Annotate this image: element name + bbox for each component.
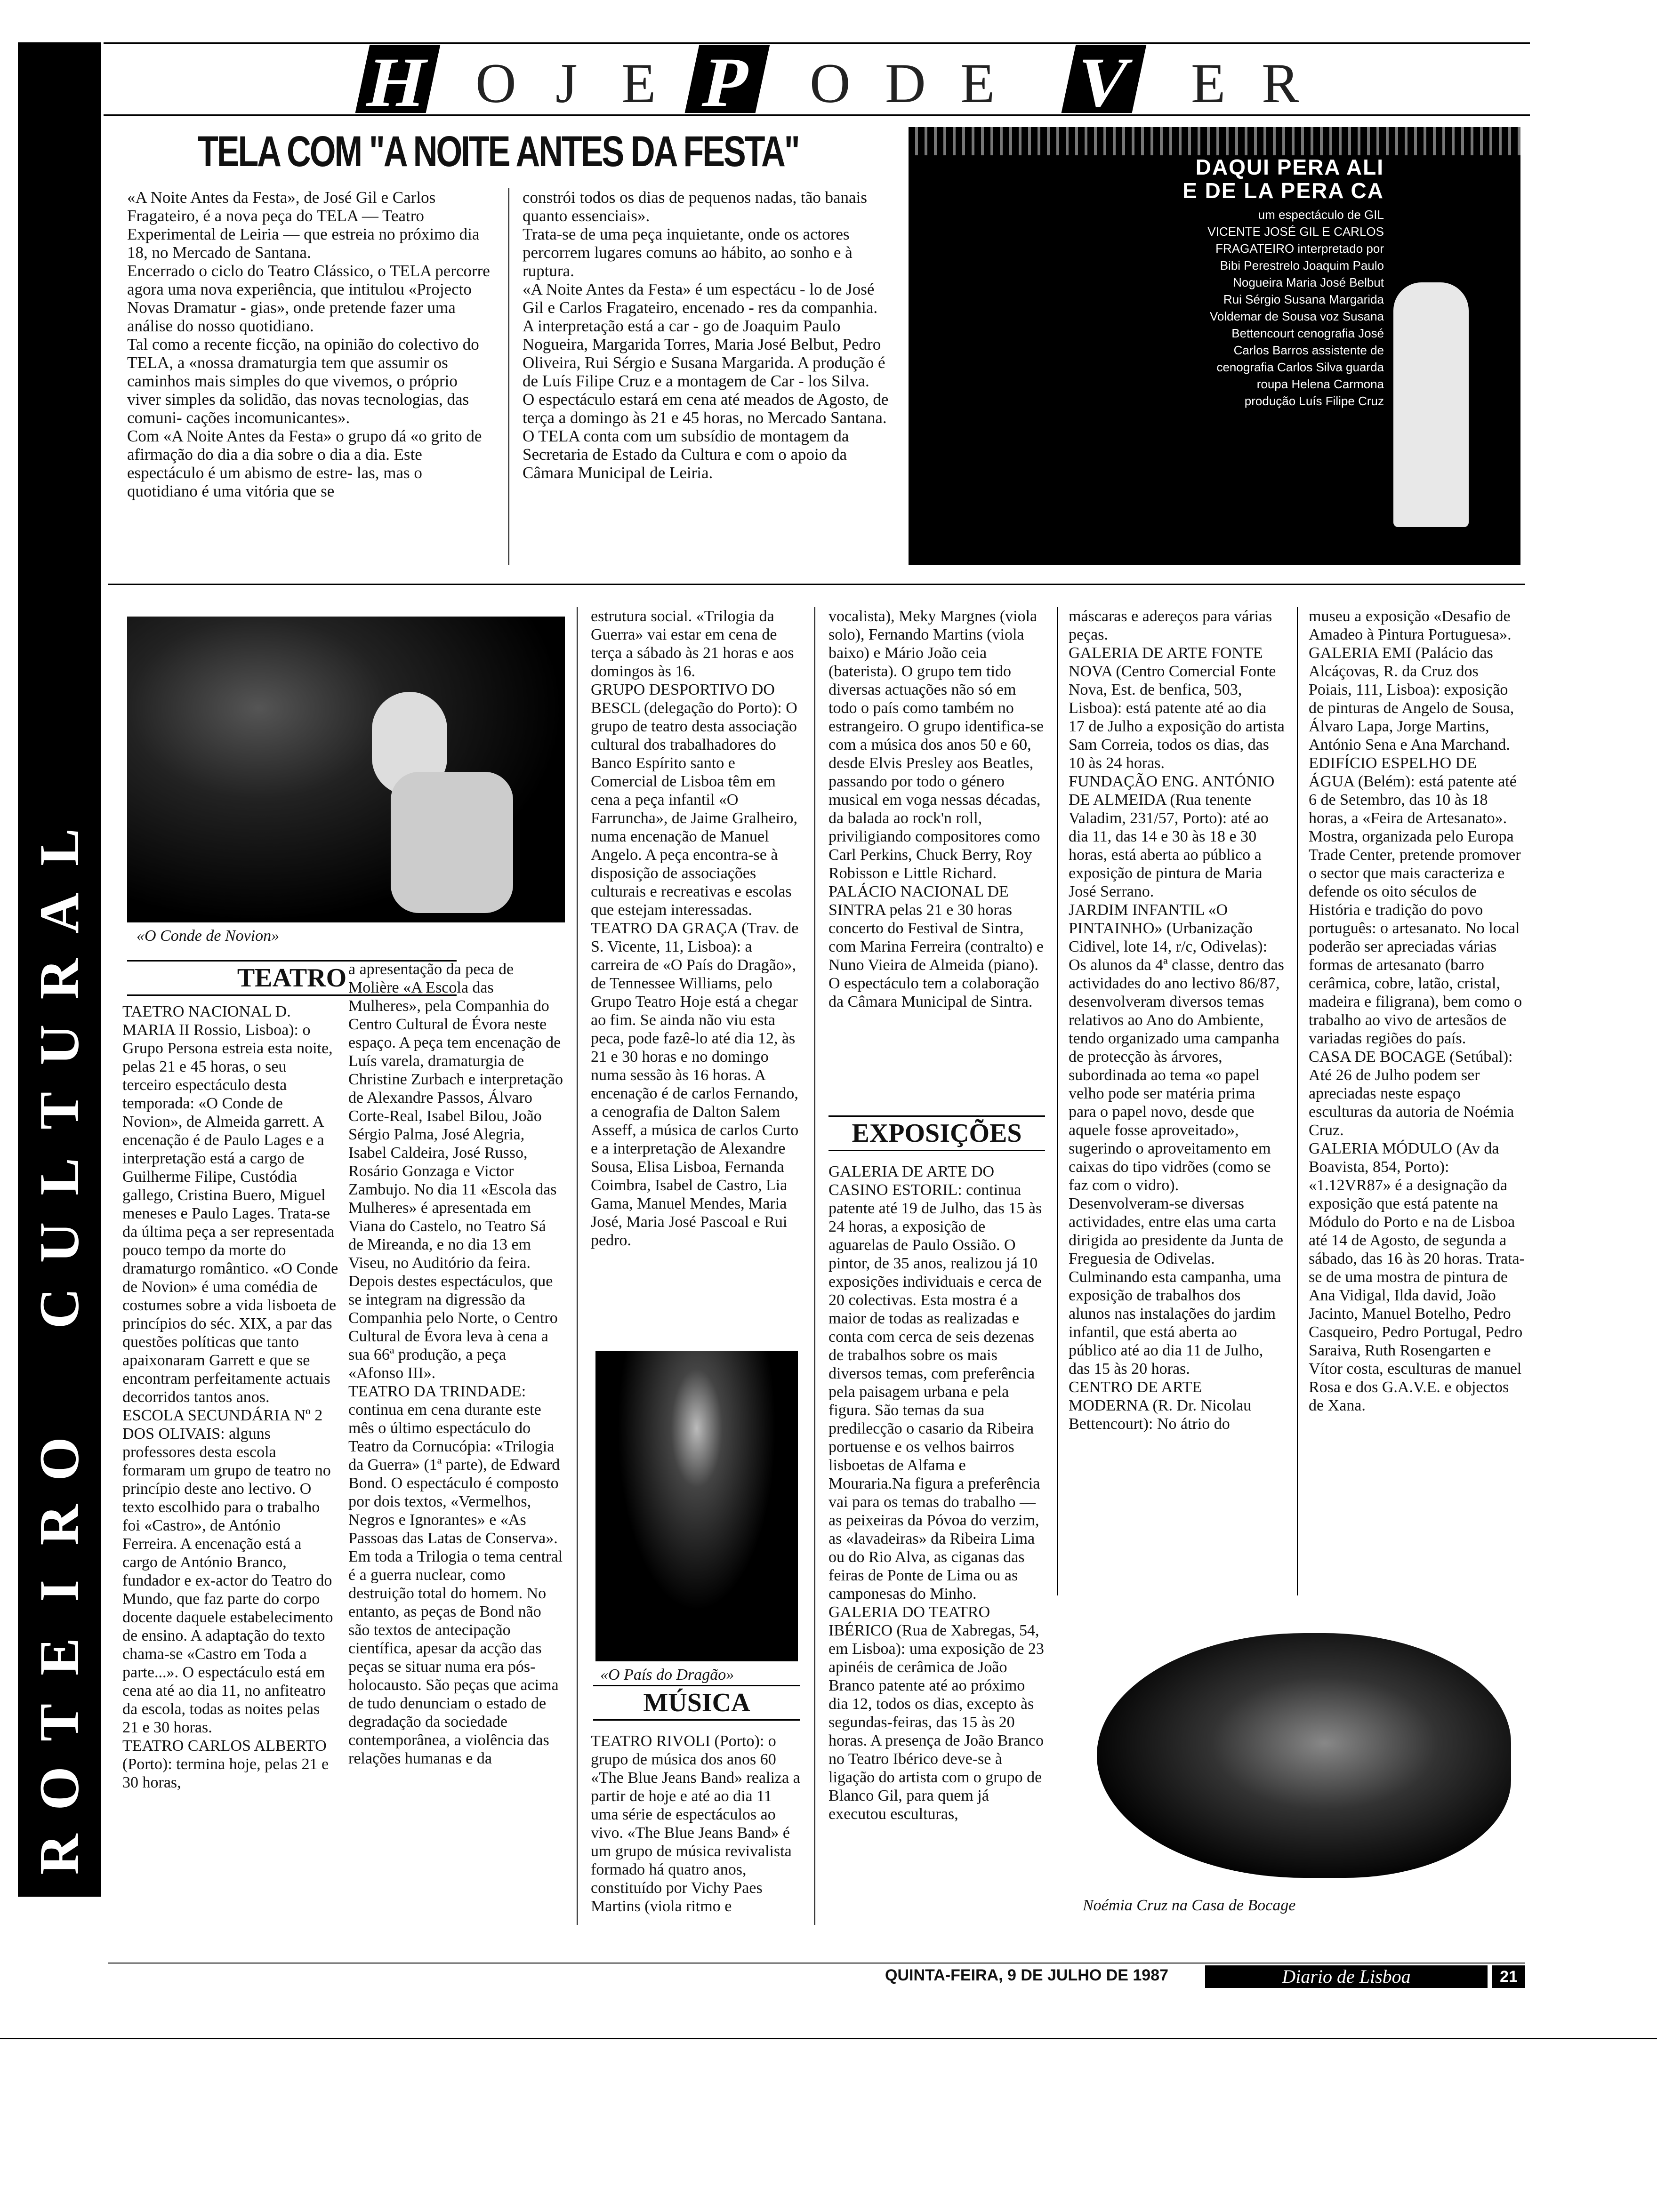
header-letter-o: O [475,52,518,114]
sidebar-letter: A [28,892,90,934]
column-rule [814,607,815,1925]
ad-credit-line: roupa Helena Carmona [1256,377,1384,391]
column-2: a apresentação da peca de Molière «A Escola das Mulheres», pela Companhia do Centro Cultural de Évora neste espaço. A peça tem encenação de Luís varela, dramaturgia de Christine Zurbach e interpretação de Alexandre Passos, Álvaro Corte-Real, Isabel Bilou, João Sérgio Palma, José Alegria, Isabel Caldeira, José Russo, Rosário Gonzaga e Victor Zambujo. No dia 11 «Escola das Mulheres» é apresentada em Viana do Castelo, no Teatro Sá de Mireanda, e no dia 13 em Viseu, no Auditório da feira. Depois destes espectáculos, que se integram na digressão da Companhia pelo Norte, o Centro Cultural de Évora leva à cena a sua 66ª produção, a peça «Afonso III». TEATRO DA TRINDADE: continua em cena durante este mês o último espectáculo do Teatro da Cornucópia: «Trilogia da Guerra» (1ª parte), de Edward Bond. O espectáculo é composto por dois textos, «Vermelhos, Negros e Ignorantes» e «As Passoas das Latas de Conserva». Em toda a Trilogia o tema central é a guerra nuclear, como destruição total do homem. No entanto, as peças de Bond não são textos de antecipação científica, apesar da acção das peças se situar numa era pós-holocausto. São peças que acima de tudo denunciam o estado de degradação da sociedade contemporânea, a violência das relações humanas e da [348,961,563,1767]
sidebar-letter: L [28,828,90,866]
sidebar-letter: T [28,1091,90,1130]
sidebar-letter: I [28,1579,90,1602]
ad-credit-line: VICENTE JOSÉ GIL E CARLOS [1207,224,1384,239]
column-4: vocalista), Meky Margnes (viola solo), Fernando Martins (viola baixo) e Mário João ceia (baterista). O grupo tem tido diversas actuações não só em todo o país como também no estrangeiro. O grupo identifica-se com a música dos anos 50 e 60, desde Elvis Presley aos Beatles, passando por todo o género musical em voga nessas décadas, da balada ao rock'n roll, priviligiando compositores como Carl Perkins, Chuck Berry, Roy Robisson e Little Richard. PALÁCIO NACIONAL DE SINTRA pelas 21 e 30 horas concerto do Festival de Sintra, com Marina Ferreira (contralto) e Nuno Vieira de Almeida (piano). O espectáculo tem a colaboração da Câmara Municipal de Sintra. [828,608,1044,1010]
photo-conde-de-novion [127,617,565,922]
page-edge-rule [0,2038,1657,2039]
column-rule [508,188,509,565]
ad-headline-line-2: E DE LA PERA CA [1182,178,1384,203]
sculpture-shape [1097,1633,1511,1878]
footer-rule [108,1963,1525,1964]
column-rule [577,607,578,1925]
caption-conde: «O Conde de Novion» [137,927,280,945]
roteiro-cultural-sidebar [18,42,101,1897]
article-title: TELA COM "A NOITE ANTES DA FESTA" [198,128,799,176]
ad-credit-line: produção Luís Filipe Cruz [1244,394,1384,408]
sidebar-letter: R [28,1504,90,1546]
photo-figure [391,772,513,913]
ad-credit-line: cenografia Carlos Silva guarda [1216,360,1384,374]
ad-credit-line: Nogueira Maria José Belbut [1233,275,1384,289]
sidebar-letter: R [28,1834,90,1875]
ad-credits [1111,206,1384,409]
ad-headline-line-1: DAQUI PERA ALI [1195,155,1384,179]
sidebar-letter: T [28,1703,90,1742]
section-title-musica: MÚSICA [593,1685,800,1721]
photo-pais-do-dragao [595,1351,798,1661]
article-column-1: «A Noite Antes da Festa», de José Gil e Carlos Fragateiro, é a nova peça do TELA — Teatro Experimental de Leiria — que estreia no próximo dia 18, no Mercado de Santana. Encerrado o ciclo do Teatro Clássico, o TELA percorre agora uma nova experiência, que intitulou «Projecto Novas Dramatur - gias», onde pretende fazer uma análise do nosso quotidiano. Tal como a recente ficção, na opinião do colectivo do TELA, a «nossa dramaturgia tem que assumir os caminhos mais simples do que vivemos, o próprio viver simples da solidão, das novas tecnologias, das comuni- cações incomunicantes». Com «A Noite Antes da Festa» o grupo dá «o grito de afirmação do dia a dia sobre o dia a dia. Este espectáculo é um abismo de estre- las, mas o quotidiano é uma vitória que se [127,188,490,500]
sidebar-letter: L [28,1157,90,1196]
sidebar-letter: E [28,1637,90,1676]
header-letter-e: E [621,52,658,114]
header-letter-r: R [1262,52,1302,114]
sidebar-letter: O [28,1437,90,1481]
ad-credit-line: Bettencourt cenografia José [1231,326,1384,340]
sidebar-letter: O [28,1766,90,1811]
ad-headline [1120,155,1384,202]
ad-top-texture [909,127,1520,155]
column-3-musica: TEATRO RIVOLI (Porto): o grupo de música dos anos 60 «The Blue Jeans Band» realiza a partir de hoje e até ao dia 11 uma série de espectáculos ao vivo. «The Blue Jeans Band» é um grupo de música revivalista formado há quatro anos, constituído por Vichy Paes Martins (viola ritmo e [591,1732,800,1915]
ad-figure [1393,282,1469,527]
column-6: museu a exposição «Desafio de Amadeo à Pintura Portuguesa». GALERIA EMI (Palácio das Alcáçovas, R. da Cruz dos Poiais, 111, Lisboa): exposição de pinturas de Angelo de Sousa, Álvaro Lapa, Jorge Martins, António Sena e Ana Marchand. EDIFÍCIO ESPELHO DE ÁGUA (Belém): está patente até 6 de Setembro, das 10 às 18 horas, a «Feira de Artesanato». Mostra, organizada pelo Europa Trade Center, pretende promover o sector que mais caracteriza e defende os oito séculos de História e tradição do povo português: o artesanato. No local poderão ser apreciadas várias formas de artesanato (barro cerâmica, cobre, latão, cristal, madeira e filigrana), bem como o trabalho ao vivo de artesãos de variadas regiões do país. CASA DE BOCAGE (Setúbal): Até 26 de Julho podem ser apreciadas neste espaço esculturas da autoria de Noémia Cruz. GALERIA MÓDULO (Av da Boavista, 854, Porto): «1.12VR87» é a designação da exposição que está patente na Módulo do Porto e na de Lisboa até 14 de Agosto, de segunda a sábado, das 16 às 20 horas. Trata-se de uma mostra de pintura de Ana Vidigal, Ilda david, João Jacinto, Manuel Botelho, Pedro Casqueiro, Pedro Portugal, Pedro Saraiva, Ruth Rosengarten e Vítor costa, esculturas de manuel Rosa e dos G.A.V.E. e objectos de Xana. [1309,608,1525,1414]
header-letter-h: H [355,45,441,113]
ad-credit-line: um espectáculo de GIL [1258,208,1384,222]
header-letter-p: P [685,45,770,113]
ad-credit-line: Voldemar de Sousa voz Susana [1209,309,1384,323]
sidebar-letter: C [28,1288,90,1329]
header-letter-e3: E [1191,52,1228,114]
header-letter-d: D [885,52,928,114]
footer-date: QUINTA-FEIRA, 9 DE JULHO DE 1987 [885,1966,1169,1984]
caption-dragao: «O País do Dragão» [600,1666,734,1683]
ad-credit-line: Bibi Perestrelo Joaquim Paulo [1220,258,1384,272]
ad-credit-line: Carlos Barros assistente de [1233,343,1384,357]
header-letter-v: V [1062,45,1147,113]
photo-sculpture [1078,1591,1525,1892]
sidebar-letter: U [28,1024,90,1066]
section-title-exposicoes: EXPOSIÇÕES [828,1115,1045,1151]
ad-credit-line: Rui Sérgio Susana Margarida [1223,292,1384,306]
section-divider [108,584,1525,585]
footer-masthead: Diario de Lisboa [1205,1965,1488,1988]
header-letter-j: J [555,52,579,114]
article-column-2: constrói todos os dias de pequenos nadas, tão banais quanto essenciais». Trata-se de uma peça inquietante, onde os actores percorrem lugares comuns ao hábito, ao sonho e à ruptura. «A Noite Antes da Festa» é um espectácu - lo de José Gil e Carlos Fragateiro, encenado - res da companhia. A interpretação está a car - go de Joaquim Paulo Nogueira, Margarida Torres, Maria José Belbut, Pedro Oliveira, Rui Sérgio e Susana Margarida. A produção é de Luís Filipe Cruz e a montagem de Car - los Silva. O espectáculo estará em cena até meados de Agosto, de terça a domingo às 21 e 45 horas, no Mercado Santana. O TELA conta com um subsídio de montagem da Secretaria de Estado da Cultura e com o apoio da Câmara Municipal de Leiria. [523,188,889,482]
column-3: estrutura social. «Trilogia da Guerra» vai estar em cena de terça a sábado às 21 horas e aos domingos às 16. GRUPO DESPORTIVO DO BESCL (delegação do Porto): O grupo de teatro desta associação cultural dos trabalhadores do Banco Espírito santo e Comercial de Lisboa têm em cena a peça infantil «O Farruncha», de Jaime Gralheiro, numa encenação de Manuel Angelo. A peça encontra-se à disposição de associações culturais e recreativas e escolas que estejam interessadas. TEATRO DA GRAÇA (Trav. de S. Vicente, 11, Lisboa): a carreira de «O País do Dragão», de Tennessee Williams, pelo Grupo Teatro Hoje está a chegar ao fim. Se ainda não viu esta peca, pode fazê-lo até dia 12, às 21 e 30 horas e no domingo numa sessão às 16 horas. A encenação é de carlos Fernando, a cenografia de Dalton Salem Asseff, a música de carlos Curto e a interpretação de Alexandre Sousa, Elisa Lisboa, Fernanda Coimbra, Isabel de Castro, Lia Gama, Manuel Mendes, Maria José, Maria José Pascoal e Rui pedro. [591,608,799,1249]
column-4-exposicoes: GALERIA DE ARTE DO CASINO ESTORIL: continua patente até 19 de Julho, das 15 às 24 horas, a exposição de aguarelas de Paulo Ossião. O pintor, de 35 anos, realizou já 10 exposições individuais e cerca de 20 colectivas. Esta mostra é a maior de todas as realizadas e conta com cerca de seis dezenas de trabalhos sobre os mais diversos temas, com preferência pela paisagem urbana e pela figura. São temas da sua predilecção o casario da Ribeira portuense e os velhos bairros lisboetas de Alfama e Mouraria.Na figura a preferência vai para os temas do trabalho — as peixeiras da Póvoa do verzim, as «lavadeiras» da Ribeira Lima ou do Rio Alva, as ciganas das feiras de Ponte de Lima ou as camponesas do Minho. GALERIA DO TEATRO IBÉRICO (Rua de Xabregas, 54, em Lisboa): uma exposição de 23 apinéis de cerâmica de João Branco patente até ao próximo dia 12, todos os dias, excepto às segundas-feiras, das 15 às 20 horas. A presença de João Branco no Teatro Ibérico deve-se à ligação do artista com o grupo de Blanco Gil, para quem já executou esculturas, [828,1163,1044,1823]
caption-noemia: Noémia Cruz na Casa de Bocage [1083,1897,1296,1914]
sidebar-letter: R [28,958,90,1000]
header-letter-e2: E [960,52,997,114]
ad-credit-line: FRAGATEIRO interpretado por [1215,241,1384,256]
advertisement-photo [909,127,1520,565]
column-rule [1297,607,1298,1595]
column-5: máscaras e adereços para várias peças. GALERIA DE ARTE FONTE NOVA (Centro Comercial Fonte Nova, Est. de benfica, 503, Lisboa): está patente até ao dia 17 de Julho a exposição do artista Sam Correia, todos os dias, das 10 às 24 horas. FUNDAÇÃO ENG. ANTÓNIO DE ALMEIDA (Rua tenente Valadim, 231/57, Porto): até ao dia 11, das 14 e 30 às 18 e 30 horas, está aberta ao público a exposição de pintura de Maria José Serrano. JARDIM INFANTIL «O PINTAINHO» (Urbanização Cidivel, lote 14, r/c, Odivelas): Os alunos da 4ª classe, dentro das actividades do ano lectivo 86/87, desenvolveram diversos temas relativos ao Ano do Ambiente, tendo organizado uma campanha de protecção às árvores, subordinada ao tema «o papel velho pode ser matéria prima para o papel novo, desde que aquele fosse aproveitado», sugerindo o aproveitamento em caixas do tipo vidrões (como se faz com o vidro). Desenvolveram-se diversas actividades, entre elas uma carta dirigida ao presidente da Junta de Freguesia de Odivelas. Culminando esta campanha, uma exposição de trabalhos dos alunos nas instalações do jardim infantil, que está aberta ao público até ao dia 11 de Julho, das 15 às 20 horas. CENTRO DE ARTE MODERNA (R. Dr. Nicolau Bettencourt): No átrio do [1069,608,1285,1433]
section-title-teatro: TEATRO [127,960,457,996]
footer-page-number: 21 [1492,1965,1525,1988]
column-rule [1057,607,1058,1595]
column-1: TAETRO NACIONAL D. MARIA II Rossio, Lisboa): o Grupo Persona estreia esta noite, pelas 21 e 45 horas, o seu terceiro espectáculo desta temporada: «O Conde de Novion», de Almeida garrett. A encenação é de Paulo Lages e a interpretação está a cargo de Guilherme Filipe, Custódia gallego, Cristina Buero, Miguel meneses e Paulo Lages. Trata-se da última peça a ser representada pouco tempo da morte do dramaturgo romântico. «O Conde de Novion» é uma comédia de costumes sobre a vida lisboeta de princípios do séc. XIX, a par das questões políticas que tanto apaixonaram Garrett e que se encontram perfeitamente actuais decorridos tantos anos. ESCOLA SECUNDÁRIA Nº 2 DOS OLIVAIS: alguns professores desta escola formaram um grupo de teatro no princípio deste ano lectivo. O texto escolhido para o trabalho foi «Castro», de António Ferreira. A encenação está a cargo de António Branco, fundador e ex-actor do Teatro do Mundo, que faz parte do corpo docente daquele estabelecimento de ensino. A adaptação do texto chama-se «Castro em Toda a parte...». O espectáculo está em cena até ao dia 11, no anfiteatro da escola, todas as noites pelas 21 e 30 horas. TEATRO CARLOS ALBERTO (Porto): termina hoje, pelas 21 e 30 horas, [122,1003,338,1791]
sidebar-letter: U [28,1222,90,1263]
header-letter-o2: O [810,52,853,114]
